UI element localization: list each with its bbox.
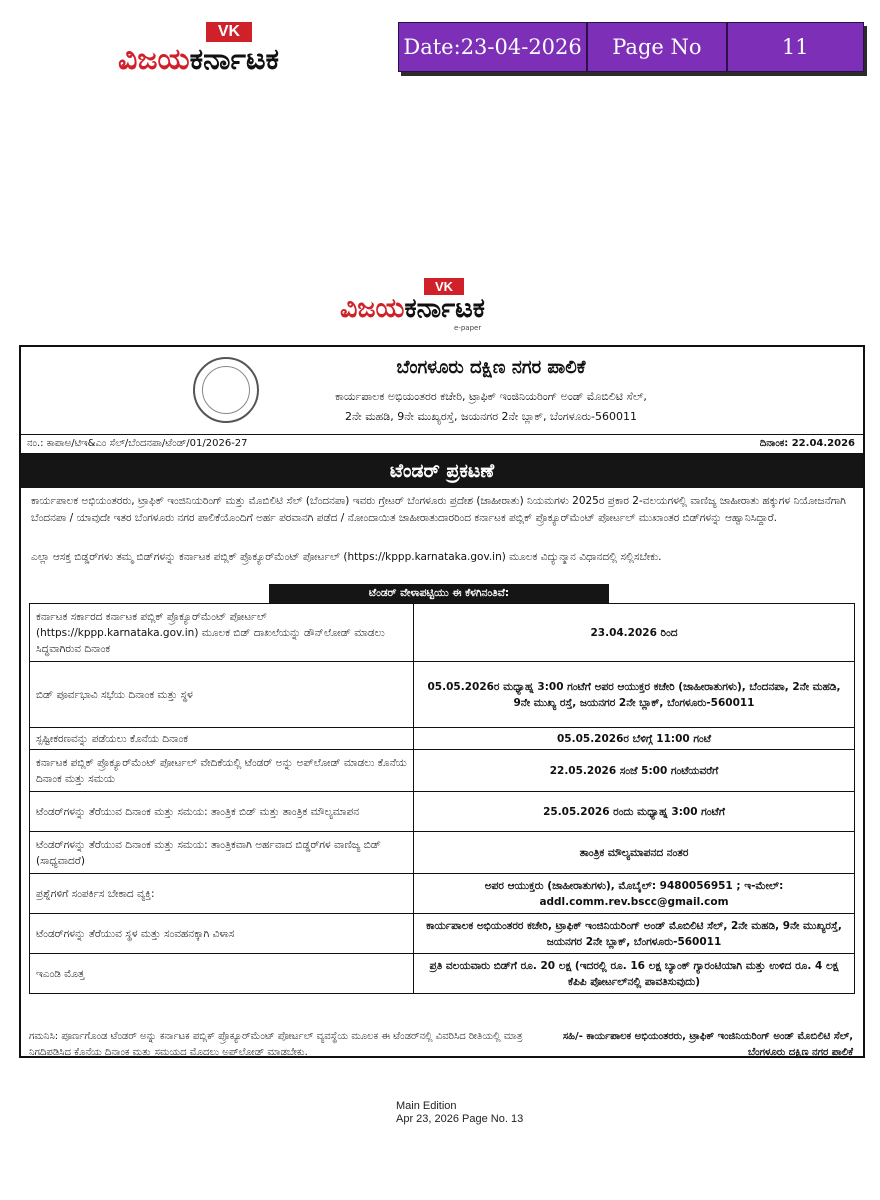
brand-wordmark (118, 40, 279, 80)
tender-notice (19, 345, 865, 1058)
table-row: ಸ್ಪಷ್ಟೀಕರಣವನ್ನು ಪಡೆಯಲು ಕೊನೆಯ ದಿನಾಂಕ 05.05.2026ರ ಬೆಳಿಗ್ಗೆ 11:00 ಗಂಟೆ (30, 728, 855, 750)
table-row: ಕರ್ನಾಟಕ ಸರ್ಕಾರದ ಕರ್ನಾಟಕ ಪಬ್ಲಿಕ್ ಪ್ರೊಕ್ಯೂರ್‌ಮೆಂಟ್ ಪೋರ್ಟಲ್ (https://kppp.karnataka.gov.in) ಮೂಲಕ ಬಿಡ್ ದಾಖಲೆಯನ್ನು ಡೌನ್‌ಲೋಡ್ ಮಾಡಲು ಸಿದ್ಧವಾಗಿರುವ ದಿನಾಂಕ 23.04.2026 ರಿಂದ (30, 604, 855, 662)
epaper-logo (336, 278, 552, 334)
edition-date-page: Apr 23, 2026 Page No. 13 (396, 1113, 524, 1125)
table-row: ಕರ್ನಾಟಕ ಪಬ್ಲಿಕ್ ಪ್ರೊಕ್ಯೂರ್‌ಮೆಂಟ್ ಪೋರ್ಟಲ್ ವೇದಿಕೆಯಲ್ಲಿ ಟೆಂಡರ್ ಅನ್ನು ಅಪ್‌ಲೋಡ್ ಮಾಡಲು ಕೊನೆಯ ದಿನಾಂಕ ಮತ್ತು ಸಮಯ 22.05.2026 ಸಂಜೆ 5:00 ಗಂಟೆಯವರೆಗೆ (30, 750, 855, 792)
reference-line (21, 434, 863, 454)
org-address: ಕಾರ್ಯಪಾಲಕ ಅಭಿಯಂತರರ ಕಚೇರಿ, ಟ್ರಾಫಿಕ್ ಇಂಜಿನಿಯರಿಂಗ್ ಅಂಡ್ ಮೊಬಿಲಿಟಿ ಸೆಲ್, 2ನೇ ಮಹಡಿ, 9ನೇ ಮುಖ್ಯರಸ್ತೆ, ಜಯನಗರ 2ನೇ ಬ್ಲಾಕ್, ಬೆಂಗಳೂರು-560011 (335, 390, 647, 423)
edition-footer (396, 1100, 523, 1126)
municipal-seal-icon (193, 357, 259, 423)
submission-paragraph: ಎಲ್ಲಾ ಆಸಕ್ತ ಬಿಡ್ಡರ್‌ಗಳು ತಮ್ಮ ಬಿಡ್‌ಗಳನ್ನು ಕರ್ನಾಟಕ ಪಬ್ಲಿಕ್ ಪ್ರೊಕ್ಯೂರ್‌ಮೆಂಟ್ ಪೋರ್ಟಲ್ (https://kppp.karnataka.gov.in) ಮೂಲಕ ವಿದ್ಯುನ್ಮಾನ ವಿಧಾನದಲ್ಲಿ ಸಲ್ಲಿಸಬೇಕು. (31, 551, 662, 563)
table-row: ಟೆಂಡರ್‌ಗಳನ್ನು ತೆರೆಯುವ ದಿನಾಂಕ ಮತ್ತು ಸಮಯ: ತಾಂತ್ರಿಕ ಬಿಡ್ ಮತ್ತು ತಾಂತ್ರಿಕ ಮೌಲ್ಯಮಾಪನ 25.05.2026 ರಂದು ಮಧ್ಯಾಹ್ನ 3:00 ಗಂಟೆಗೆ (30, 792, 855, 832)
table-row: ಪ್ರಶ್ನೆಗಳಿಗೆ ಸಂಪರ್ಕಿಸ ಬೇಕಾದ ವ್ಯಕ್ತಿ: ಅಪರ ಆಯುಕ್ತರು (ಜಾಹೀರಾತುಗಳು), ಮೊಬೈಲ್: 9480056951 ; ಇ-ಮೇಲ್: addl.comm.rev.bscc@gmail.com (30, 874, 855, 914)
brand-red: ವಿಜಯ (118, 42, 190, 77)
intro-paragraph: ಕಾರ್ಯಪಾಲಕ ಅಭಿಯಂತರರು, ಟ್ರಾಫಿಕ್ ಇಂಜಿನಿಯರಿಂಗ್ ಮತ್ತು ಮೊಬಿಲಿಟಿ ಸೆಲ್ (ಬೆಂದನಪಾ) ಇವರು ಗ್ರೇಟರ್ ಬೆಂಗಳೂರು ಪ್ರದೇಶ (ಜಾಹೀರಾತು) ನಿಯಮಗಳು 2025ರ ಪ್ರಕಾರ 2-ವಲಯಗಳಲ್ಲಿ ವಾಣಿಜ್ಯ ಜಾಹೀರಾತು ಹಕ್ಕುಗಳ ನಿಯೋಜನೆಗಾಗಿ ಬೆಂದನಪಾ / ಯಾವುದೇ ಇತರ ಬೆಂಗಳೂರು ನಗರ ಪಾಲಿಕೆಯೊಂದಿಗೆ ಅರ್ಹ ಪರವಾನಗಿ ಪಡೆದ / ನೋಂದಾಯಿತ ಜಾಹೀರಾತುದಾರರಿಂದ ಕರ್ನಾಟಕ ಪಬ್ಲಿಕ್ ಪ್ರೊಕ್ಯೂರ್‌ಮೆಂಟ್ ಪೋರ್ಟಲ್ ಮುಖಾಂತರ ಬಿಡ್‌ಗಳನ್ನು ಆಹ್ವಾನಿಸಿದ್ದಾರೆ. (31, 495, 846, 524)
vk-badge: VK (206, 22, 252, 42)
table-row: ಇಎಂಡಿ ಮೊತ್ತ ಪ್ರತಿ ವಲಯವಾರು ಬಿಡ್‌ಗೆ ರೂ. 20 ಲಕ್ಷ (ಇದರಲ್ಲಿ ರೂ. 16 ಲಕ್ಷ ಬ್ಯಾಂಕ್ ಗ್ಯಾರಂಟಿಯಾಗಿ ಮತ್ತು ಉಳಿದ ರೂ. 4 ಲಕ್ಷ ಕೆಪಿಪಿ ಪೋರ್ಟಲ್‌ನಲ್ಲಿ ಪಾವತಿಸುವುದು) (30, 954, 855, 994)
date-cell: Date:23-04-2026 (399, 23, 588, 71)
notice-banner: ಟೆಂಡರ್ ಪ್ರಕಟಣೆ (21, 454, 863, 488)
vk-badge-small: VK (424, 278, 464, 295)
table-row: ಟೆಂಡರ್‌ಗಳನ್ನು ತೆರೆಯುವ ಸ್ಥಳ ಮತ್ತು ಸಂವಹನಕ್ಕಾಗಿ ವಿಳಾಸ ಕಾರ್ಯಪಾಲಕ ಅಭಿಯಂತರರ ಕಚೇರಿ, ಟ್ರಾಫಿಕ್ ಇಂಜಿನಿಯರಿಂಗ್ ಅಂಡ್ ಮೊಬಿಲಿಟಿ ಸೆಲ್, 2ನೇ ಮಹಡಿ, 9ನೇ ಮುಖ್ಯರಸ್ತೆ, ಜಯನಗರ 2ನೇ ಬ್ಲಾಕ್, ಬೆಂಗಳೂರು-560011 (30, 914, 855, 954)
org-title: ಬೆಂಗಳೂರು ದಕ್ಷಿಣ ನಗರ ಪಾಲಿಕೆ (396, 357, 586, 378)
masthead-logo (118, 22, 348, 82)
date-page-bar (398, 22, 864, 72)
page-label-cell: Page No (588, 23, 727, 71)
note-text: ಗಮನಿಸಿ: ಪೂರ್ಣಗೊಂಡ ಟೆಂಡರ್ ಅನ್ನು ಕರ್ನಾಟಕ ಪಬ್ಲಿಕ್ ಪ್ರೊಕ್ಯೂರ್‌ಮೆಂಟ್ ಪೋರ್ಟಲ್ ವ್ಯವಸ್ಥೆಯ ಮೂಲಕ ಈ ಟೆಂಡರ್‌ನಲ್ಲಿ ವಿವರಿಸಿದ ರೀತಿಯಲ್ಲಿ ಮಾತ್ರ ನಿಗದಿಪಡಿಸಿದ ಕೊನೆಯ ದಿನಾಂಕ ಮತ್ತು ಸಮಯದ ಮೊದಲು ಅಪ್‌ಲೋಡ್ ಮಾಡಬೇಕು. (29, 1031, 523, 1058)
edition-label: Main Edition (396, 1100, 457, 1112)
signature-block: ಸಹಿ/- ಕಾರ್ಯಪಾಲಕ ಅಭಿಯಂತರರು, ಟ್ರಾಫಿಕ್ ಇಂಜಿನಿಯರಿಂಗ್ ಅಂಡ್ ಮೊಬಿಲಿಟಿ ಸೆಲ್, ಬೆಂಗಳೂರು ದಕ್ಷಿಣ ನಗರ ಪಾಲಿಕೆ (562, 1031, 853, 1058)
schedule-heading: ಟೆಂಡರ್ ವೇಳಾಪಟ್ಟಿಯು ಈ ಕೆಳಗಿನಂತಿವೆ: (269, 584, 609, 603)
schedule-table (29, 603, 855, 994)
epaper-label: e-paper (454, 324, 482, 332)
table-row: ಬಿಡ್ ಪೂರ್ವಭಾವಿ ಸಭೆಯ ದಿನಾಂಕ ಮತ್ತು ಸ್ಥಳ 05.05.2026ರ ಮಧ್ಯಾಹ್ನ 3:00 ಗಂಟೆಗೆ ಅಪರ ಆಯುಕ್ತರ ಕಚೇರಿ (ಜಾಹೀರಾತುಗಳು), ಬೆಂದನಪಾ, 2ನೇ ಮಹಡಿ, 9ನೇ ಮುಖ್ಯ ರಸ್ತೆ, ಜಯನಗರ 2ನೇ ಬ್ಲಾಕ್, ಬೆಂಗಳೂರು-560011 (30, 662, 855, 728)
brand-wordmark-small: ವಿಜಯಕರ್ನಾಟಕ (340, 293, 485, 324)
reference-number: ನಂ.: ಕಾಪಾಅ/ಟಿಇ&ಎಂ ಸೆಲ್/ಬೆಂದನಪಾ/ಟೆಂಡ್/01/2026-27 (27, 438, 248, 449)
table-row: ಟೆಂಡರ್‌ಗಳನ್ನು ತೆರೆಯುವ ದಿನಾಂಕ ಮತ್ತು ಸಮಯ: ತಾಂತ್ರಿಕವಾಗಿ ಅರ್ಹವಾದ ಬಿಡ್ಡರ್‌ಗಳ ವಾಣಿಜ್ಯ ಬಿಡ್ (ಸಾಧ್ಯವಾದರೆ) ತಾಂತ್ರಿಕ ಮೌಲ್ಯಮಾಪನದ ನಂತರ (30, 832, 855, 874)
page-number-cell: 11 (728, 23, 863, 71)
reference-date: ದಿನಾಂಕ: 22.04.2026 (759, 438, 855, 449)
brand-black: ಕರ್ನಾಟಕ (189, 42, 280, 77)
